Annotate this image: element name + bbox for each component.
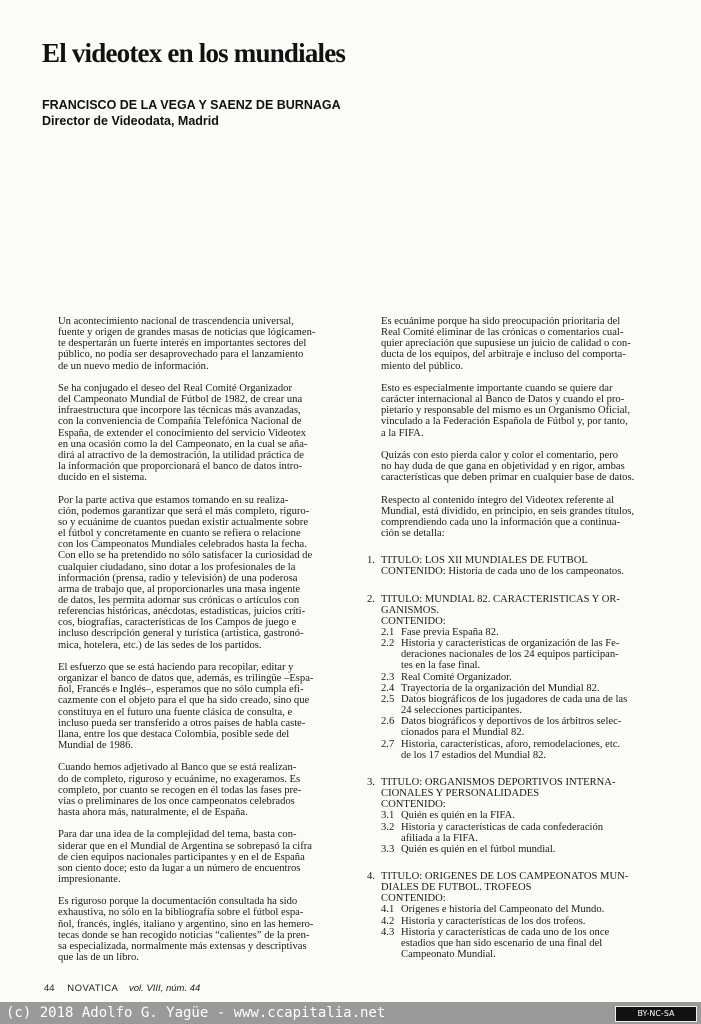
copyright-text: (c) 2018 Adolfo G. Yagüe - www.ccapitalia.net [6,1005,386,1021]
item-number: 2.1 [381,627,395,638]
paragraph [44,316,334,372]
item-text: Trayectoria de la organización del Mundial 82. [401,682,600,694]
paragraph-line: Es ecuánime porque ha sido preocupación prioritaria del [381,316,621,327]
paragraph-line: Mundial, está dividido, en principio, en seis grandes títulos, [381,505,635,517]
paragraph-line: miento del público. [381,360,464,372]
item-number: 2.6 [381,716,395,728]
author-name: FRANCISCO DE LA VEGA Y SAENZ DE BURNAGA [42,98,341,112]
left-column [44,316,334,974]
section-title [367,555,662,566]
paragraph-line: no hay duda de que gana en objetividad y en rigor, ambas [381,461,625,473]
paragraph-line: siderar que en el Mundial de Argentina se sobrepasó la cifra [58,840,312,852]
magazine-name: NOVATICA [67,983,119,994]
paragraph-line: de datos, les permita adornar sus crónicas o artículos con [58,594,300,606]
paragraph-line: Quizás con esto pierda calor y color el comentario, pero [381,449,619,461]
paragraph-line: Para dar una idea de la complejidad del tema, basta con- [58,829,297,841]
paragraph-line: vinculado a la Federación Española de Fútbol y, por tanto, [381,416,628,428]
contents-section [367,594,662,761]
cc-license-label: BY-NC-SA [637,1009,675,1018]
paragraph [44,829,334,885]
contents-section [367,871,662,960]
paragraph-line: do de completo, riguroso y ecuánime, no exageramos. Es [58,773,301,785]
paragraph-line: Con ello se ha pretendido no sólo satisfacer la curiosidad de [58,550,313,562]
contents-item [381,810,662,821]
contents-item [381,739,662,761]
section-contenido: CONTENIDO: [381,615,446,627]
paragraph-line: quier apreciación que supusiese un juicio de calidad o con- [381,338,631,350]
paragraph-line: hasta ahora más, naturalmente, el de España. [58,807,248,818]
paragraph-line: fuente y origen de grandes masas de noticias que lógicamen- [58,327,316,339]
paragraph-line: impresionante. [58,873,121,885]
section-contenido: CONTENIDO: Historia de cada uno de los campeonatos. [381,566,625,578]
paragraph-line: dirá al atractivo de la demostración, la utilidad práctica de [58,449,304,461]
item-number: 4.1 [381,904,395,916]
paragraph-line: características que deben primar en cualquier base de datos. [381,472,635,484]
section-title-text: TITULO: ORGANISMOS DEPORTIVOS INTERNA- CIONALES Y PERSONALIDADES [381,776,616,800]
item-text: Datos biográficos y deportivos de los árbitros selec- cionados para el Mundial 82. [401,716,622,739]
paragraph-line: son ciento doce; esto da lugar a un número de encuentros [58,862,301,874]
section-number: 2. [367,593,375,605]
paragraph-line: tecas donde se han recogido noticias “calientes” de la pren- [58,929,310,941]
paragraph [44,495,334,651]
paragraph-line: Esto es especialmente importante cuando se quiere dar [381,382,613,394]
paragraph [367,450,662,483]
contents-list [367,555,662,960]
right-column [367,316,662,960]
contents-item [381,822,662,844]
paragraph-line: comprendiendo cada uno la información que a continua- [381,516,621,528]
item-number: 3.2 [381,821,395,833]
paragraph [44,762,334,818]
item-text: Datos biográficos de los jugadores de cada una de las 24 selecciones participantes. [401,693,628,717]
paragraph-line: constituya en el futuro una fuente clásica de consulta, e [58,706,293,718]
paragraph [44,896,334,963]
author-role: Director de Videodata, Madrid [42,114,219,128]
paragraph-line: público, no podía ser desaprovechado para el lanzamiento [58,349,304,361]
item-text: Quién es quién en la FIFA. [401,810,515,822]
paragraph-line: organizar el banco de datos que, además, es trilingüe –Espa- [58,673,314,685]
paragraph-line: cazmente con el objeto para el que ha sido creado, sino que [58,695,310,707]
paragraph [367,316,662,372]
paragraph-line: Se ha conjugado el deseo del Real Comité Organizador [58,382,292,394]
section-title [367,777,662,799]
item-text: Historia y características de cada confederación afiliada a la FIFA. [401,821,604,844]
paragraph-line: sa especializada, normalmente más extensas y descriptivas [58,940,307,952]
paragraph-line: te despertarán un fuerte interés en importantes sectores del [58,338,307,350]
paragraph-line: ción se detalla: [381,528,445,540]
paragraph-line: de cien equipos nacionales participantes y en el de España [58,851,305,863]
paragraph [44,662,334,751]
paragraph-line: so y ecuánime de cuantos puedan existir actualmente sobre [58,516,309,528]
paragraph-line: exhaustiva, no sólo en la bibliografía sobre el fútbol espa- [58,907,304,919]
paragraph-line: ñol, Francés e Inglés–, esperamos que no sólo cumpla efi- [58,684,304,696]
section-number: 3. [367,776,375,788]
paragraph-line: que las de un libro. [58,952,139,964]
item-text: Historia y características de los dos trofeos. [401,915,586,927]
paragraph-line: incluso descripción general y turística (artística, gastronó- [58,628,304,640]
paragraph-line: con los Campeonatos Mundiales celebrados hasta la fecha. [58,539,307,551]
paragraph-line: referencias históricas, anécdotas, estadísticas, juicios críti- [58,606,306,618]
item-text: Historia, características, aforo, remodelaciones, etc. de los 17 estadios del Mundial 82. [401,738,621,761]
paragraph [44,383,334,483]
page-footer [44,983,200,994]
item-text: Historia y características de cada uno de los once estadios que han sido escenario de una final del Campeonato Mundial. [401,926,610,961]
contents-item [381,694,662,716]
section-contenido: CONTENIDO: [381,799,446,811]
paragraph-line: Mundial de 1986. [58,740,134,752]
item-number: 2.3 [381,671,395,683]
section-title-text: TITULO: MUNDIAL 82. CARACTERISTICAS Y OR- GANISMOS. [381,593,620,616]
item-number: 4.2 [381,915,395,927]
item-text: Quién es quién en el fútbol mundial. [401,843,556,855]
paragraph-line: del Campeonato Mundial de Fútbol de 1982, de crear una [58,394,303,406]
paragraph-line: el fútbol y concretamente en cuanto se refiera o relacione [58,528,301,540]
contents-section [367,777,662,855]
section-title-text: TITULO: ORIGENES DE LOS CAMPEONATOS MUN- DIALES DE FUTBOL. TROFEOS [381,870,629,894]
author-block [42,97,341,129]
section-contenido: CONTENIDO: [381,893,446,905]
section-title [367,871,662,893]
paragraph-line: información (prensa, radio y televisión) de una poderosa [58,572,298,584]
item-text: Fase previa España 82. [401,627,499,638]
cc-license-icon [615,1006,697,1022]
paragraph [367,495,662,540]
item-number: 2.4 [381,682,395,694]
item-number: 2.2 [381,638,395,650]
contents-item [381,672,662,683]
paragraph-line: ñol, francés, inglés, italiano y argentino, sino en las hemero- [58,918,314,930]
paragraph-line: ducido en el sistema. [58,472,147,484]
paragraph-line: ducta de los equipos, del arbitraje e incluso del comporta- [381,349,626,361]
item-text: Orígenes e historia del Campeonato del Mundo. [401,904,605,916]
paragraph-line: El esfuerzo que se está haciendo para recopilar, editar y [58,661,294,673]
section-title [367,594,662,616]
paragraph-line: mica, hotelera, etc.) de las sedes de los partidos. [58,639,262,651]
paragraph-line: España, de extender el conocimiento del servicio Videotex [58,427,307,439]
section-number: 4. [367,870,375,882]
paragraph-line: llana, entre los que destaca Colombia, posible sede del [58,728,290,740]
item-number: 2.7 [381,738,395,750]
contents-item [381,683,662,694]
paragraph-line: vias o preliminares de los once campeonatos celebrados [58,795,295,807]
paragraph-line: arma de trabajo que, al proporcionarles una masa ingente [58,583,301,595]
paragraph [367,383,662,439]
item-number: 4.3 [381,926,395,938]
item-text: Historia y características de organización de las Fe- deraciones nacionales de los 24 equipos participan- tes en la fase final. [401,638,620,672]
paragraph-line: cos, biografías, características de los Campos de juego e [58,617,297,629]
paragraph-line: la información que proporcionará el banco de datos intro- [58,461,303,473]
item-number: 2.5 [381,693,395,705]
paragraph-line: con la conveniencia de Compañía Telefónica Nacional de [58,416,302,428]
paragraph-line: infraestructura que incorpore las técnicas más avanzadas, [58,405,301,417]
contents-item [381,904,662,915]
paragraph-line: cualquier ciudadano, sino dotar a los profesionales de la [58,561,296,573]
paragraph-line: a la FIFA. [381,427,424,439]
paragraph-line: Cuando hemos adjetivado al Banco que se está realizan- [58,762,297,774]
item-number: 3.3 [381,843,395,855]
contents-item [381,627,662,638]
paragraph-line: Por la parte activa que estamos tomando en su realiza- [58,494,289,506]
paragraph-line: completo, por cuanto se recogen en él todas las fases pre- [58,784,302,796]
paragraph-line: Un acontecimiento nacional de trascendencia universal, [58,316,294,327]
volume-info: vol. VIII, núm. 44 [129,983,201,994]
paragraph-line: ción, podemos garantizar que será el más completo, riguro- [58,505,310,517]
contents-item [381,927,662,960]
right-column-paragraphs [367,316,662,539]
contents-item [381,638,662,671]
copyright-banner [0,1002,701,1024]
paragraph-line: pietario y responsable del mismo es un Organismo Oficial, [381,405,630,417]
contents-item [381,716,662,738]
section-number: 1. [367,555,375,567]
paragraph-line: carácter internacional al Banco de Datos y cuando el pro- [381,394,625,406]
paragraph-line: Es riguroso porque la documentación consultada ha sido [58,896,298,908]
article-title: El videotex en los mundiales [42,38,346,68]
paragraph-line: en una ocasión como la del Campeonato, en la cual se aña- [58,438,308,450]
contents-section [367,555,662,577]
paragraph-line: de un nuevo medio de información. [58,360,209,372]
item-text: Real Comité Organizador. [401,671,512,683]
paragraph-line: Real Comité eliminar de las crónicas o comentarios cual- [381,327,624,339]
section-title-text: TITULO: LOS XII MUNDIALES DE FUTBOL [381,555,588,567]
contents-item [381,916,662,927]
paragraph-line: incluso pueda ser transferido a otros países de habla caste- [58,717,306,729]
contents-item [381,844,662,855]
item-number: 3.1 [381,810,395,822]
page-number: 44 [44,983,55,994]
paragraph-line: Respecto al contenido íntegro del Videotex referente al [381,494,615,506]
